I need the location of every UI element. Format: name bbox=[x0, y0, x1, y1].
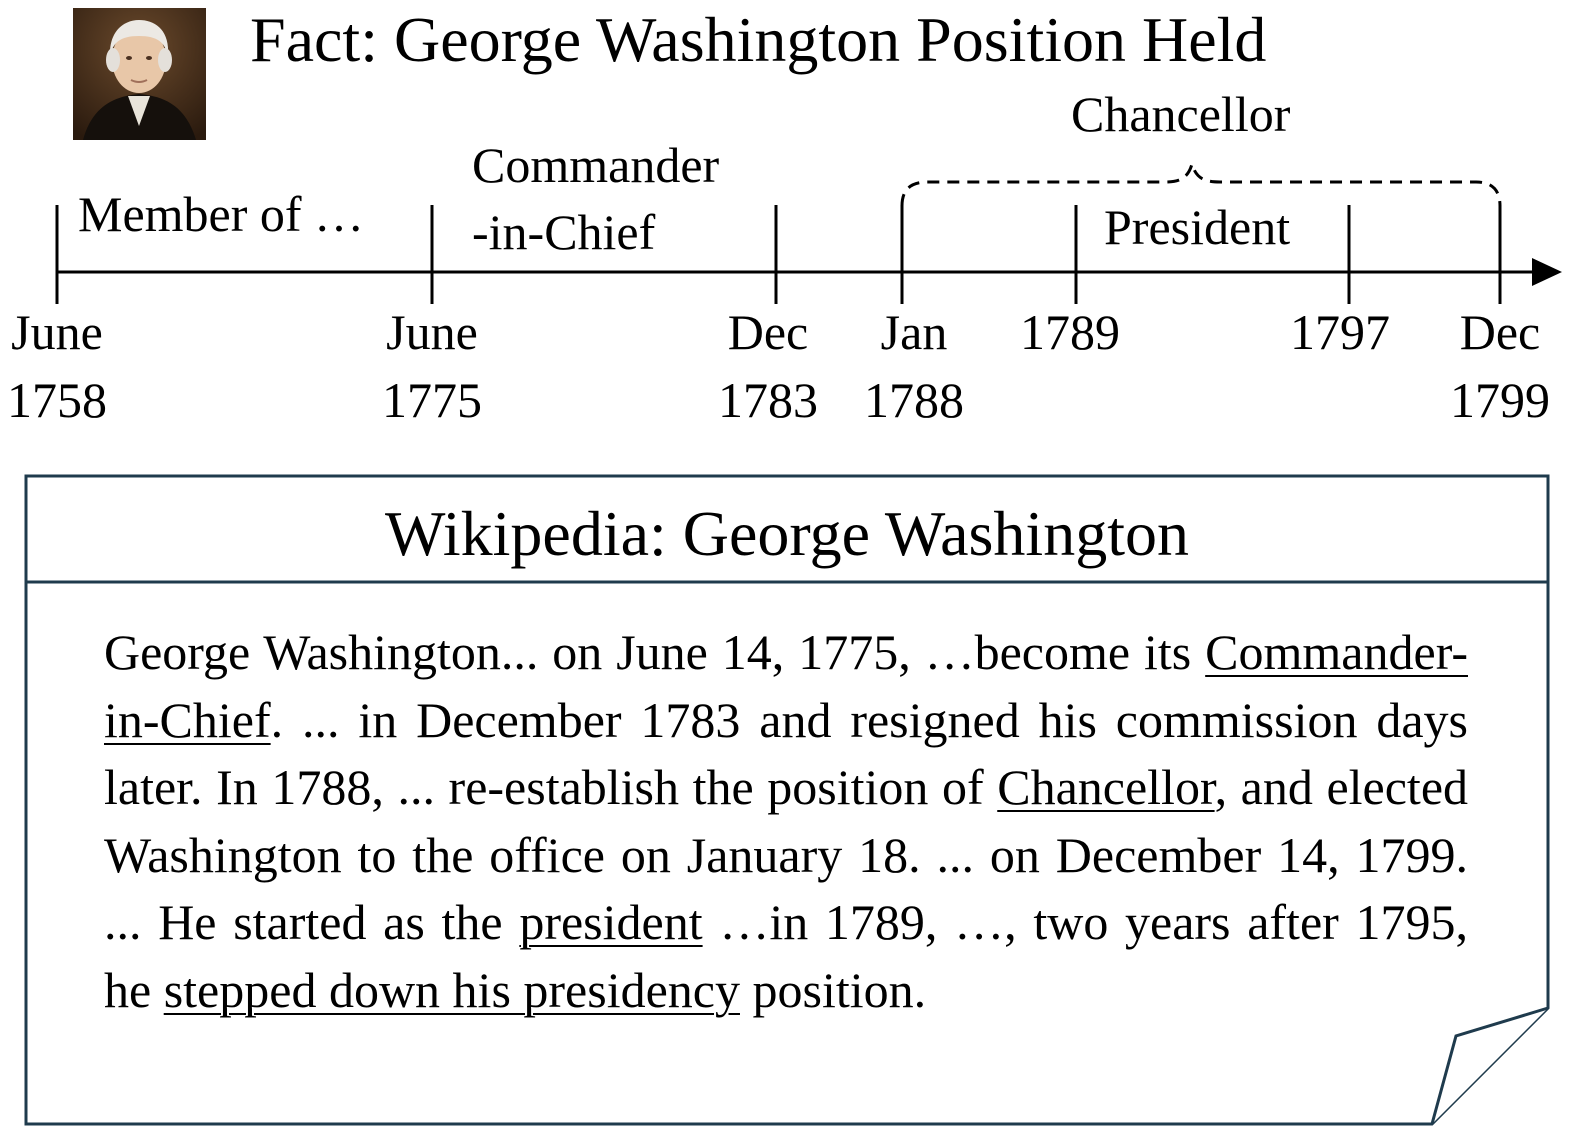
segment-commander-label-line1: Commander bbox=[472, 137, 720, 193]
segment-president-label: President bbox=[1104, 199, 1291, 255]
segment-commander-label-line2: -in-Chief bbox=[472, 204, 656, 260]
tick-label-1788: Jan 1788 bbox=[864, 304, 964, 428]
underlined-stepped-down: stepped down his presidency bbox=[163, 961, 740, 1018]
fact-title: Fact: George Washington Position Held bbox=[250, 4, 1267, 75]
tick-label-1797: 1797 bbox=[1290, 304, 1390, 360]
underlined-president: president bbox=[519, 894, 703, 950]
wikipedia-excerpt: George Washington... on June 14, 1775, …become its Commander-in-Chief. ... in December 1783 and resigned his commission days later. In 1788, ... re-establish the position of Chancellor, and elected Washington to the office on January 18. ... on December 14, 1799. ... He started as the president …in 1789, …, two years after 1795, he stepped down his presidency position. bbox=[104, 624, 1469, 1018]
segment-member-label: Member of … bbox=[78, 186, 365, 242]
tick-label-1783: Dec 1783 bbox=[718, 304, 818, 428]
tick-label-1789: 1789 bbox=[1020, 304, 1120, 360]
wikipedia-title: Wikipedia: George Washington bbox=[385, 498, 1189, 569]
page-curl-icon bbox=[1432, 1008, 1548, 1124]
segment-chancellor-label: Chancellor bbox=[1071, 86, 1291, 142]
tick-label-1799: Dec 1799 bbox=[1450, 304, 1550, 428]
timeline-arrow-icon bbox=[1532, 258, 1562, 286]
tick-label-1758: June 1758 bbox=[7, 304, 107, 428]
tick-label-1775: June 1775 bbox=[382, 304, 482, 428]
underlined-commander-in-chief: Commander-in-Chief bbox=[104, 624, 1468, 748]
underlined-chancellor: Chancellor bbox=[997, 759, 1215, 815]
